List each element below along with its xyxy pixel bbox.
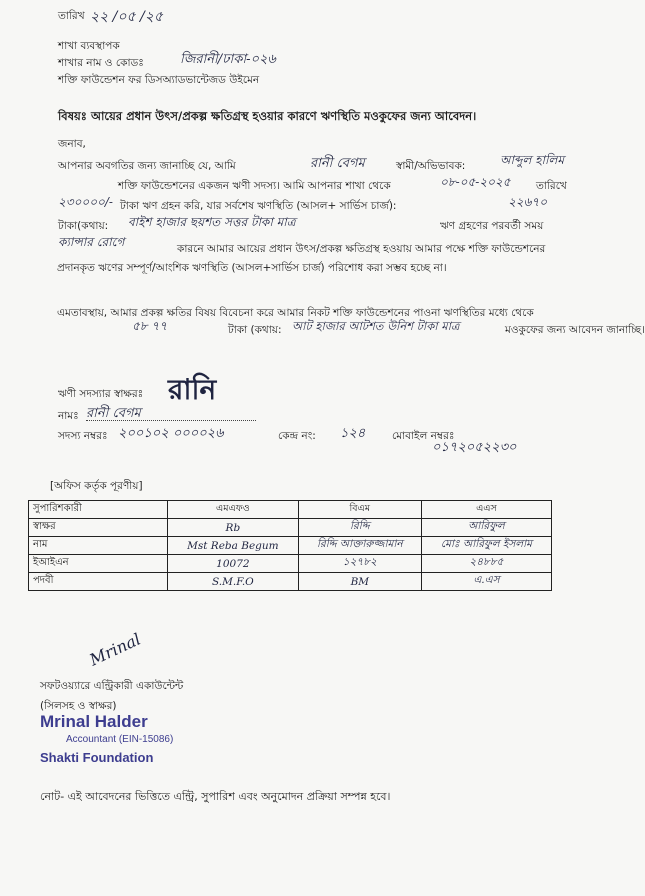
member-id-label: সদস্য নম্বরঃ: [58, 430, 108, 442]
member-name-label: নামঃ: [58, 410, 79, 422]
table-cell: Mst Reba Begum: [168, 537, 299, 555]
table-cell: রিদ্দি: [298, 519, 421, 537]
stamp-org: Shakti Foundation: [40, 750, 154, 765]
table-cell: BM: [298, 573, 421, 591]
accountant-signature: Mrinal: [86, 629, 144, 670]
branch-label: শাখার নাম ও কোডঃ: [58, 57, 144, 69]
branch-value: জিরানী/ঢাকা-০২৬: [180, 52, 276, 67]
table-cell: 10072: [168, 555, 299, 573]
para1-membership: শক্তি ফাউন্ডেশনের একজন ঋণী সদস্য। আমি আপনার শাখা থেকে: [118, 180, 391, 192]
member-signature-label: ঋণী সদস্যার স্বাক্ষরঃ: [58, 388, 144, 400]
row-label: পদবী: [29, 573, 168, 591]
table-cell: রিদ্দি আক্তারুজ্জামান: [298, 537, 421, 555]
row-label: ইআইএন: [29, 555, 168, 573]
table-row: [29, 573, 552, 591]
table-row: [29, 519, 552, 537]
table-cell: ২৪৮৮৫: [421, 555, 551, 573]
table-header-cell: এমএফও: [168, 501, 299, 519]
loan-date-handwritten: ০৮-০৫-২০২৫: [440, 175, 511, 189]
para1-loan-text: টাকা ঋণ গ্রহন করি, যার সর্বশেষ ঋণস্থিতি (আসল+ সার্ভিস চার্জ):: [120, 200, 397, 212]
salutation: জনাব,: [58, 138, 86, 150]
loan-amount-handwritten: ২৩০০০০/-: [58, 195, 113, 209]
para1-after-loan: ঋণ গ্রহণের পরবর্তী সময়: [440, 220, 544, 232]
waive-amount-handwritten: ৫৮ ৭৭: [132, 319, 167, 333]
table-cell: মোঃ আরিফুল ইসলাম: [421, 537, 551, 555]
mobile-value: ০১৭২০৫২২৩০: [432, 440, 517, 455]
para1-reason-text: কারনে আমার আয়ের প্রধান উৎস/প্রকল্প ক্ষতিগ্রস্থ হওয়ায় আমার পক্ষে শক্তি ফাউন্ডেশনের প্রদানকৃত ঋণের সম্পূর্ণ/আংশিক ঋণস্থিতি (আসল+সার্ভিস চার্জ) পরিশোধ করা সম্ভব হচ্ছে না।: [57, 243, 546, 274]
table-header-cell: সুপারিশকারী: [29, 501, 168, 519]
member-name-value: রানী বেগম: [86, 406, 141, 421]
member-signature: রানি: [168, 373, 217, 406]
accountant-seal-note: (সিলসহ ও স্বাক্ষর): [40, 700, 117, 712]
row-label: নাম: [29, 537, 168, 555]
table-header-cell: এএস: [421, 501, 551, 519]
guardian-name-handwritten: আব্দুল হালিম: [500, 153, 565, 167]
waive-words-handwritten: আট হাজার আটশত উনিশ টাকা মাত্র: [292, 319, 460, 333]
table-cell: Rb: [168, 519, 299, 537]
reason-handwritten: ক্যান্সার রোগে: [58, 235, 125, 249]
footer-note: নোট- এই আবেদনের ভিত্তিতে এন্ট্রি, সুপারিশ এবং অনুমোদন প্রক্রিয়া সম্পন্ন হবে।: [40, 790, 391, 803]
recipient-title: শাখা ব্যবস্থাপক: [58, 40, 120, 52]
table-cell: আরিফুল: [421, 519, 551, 537]
office-section-title: [অফিস কর্তৃক পূরণীয়]: [50, 480, 143, 492]
member-id-value: ২০০১০২ ০০০০২৬: [118, 426, 224, 441]
subject-line: বিষয়ঃ আয়ের প্রধান উৎস/প্রকল্প ক্ষতিগ্রস্থ হওয়ার কারণে ঋণস্থিতি মওকুফের জন্য আবেদন।: [58, 109, 477, 123]
table-header-cell: বিএম: [298, 501, 421, 519]
outstanding-words-handwritten: বাইশ হাজার ছয়শত সত্তর টাকা মাত্র: [128, 215, 296, 229]
table-row: [29, 537, 552, 555]
table-cell: এ.এস: [421, 573, 551, 591]
row-label: স্বাক্ষর: [29, 519, 168, 537]
outstanding-handwritten: ২২৬৭০: [508, 195, 548, 209]
date-suffix: তারিখে: [536, 180, 567, 192]
para2-request: এমতাবস্থায়, আমার প্রকল্প ক্ষতির বিষয় বিবেচনা করে আমার নিকট শক্তি ফাউন্ডেশনের পাওনা ঋণস্থিতির মধ্যে থেকে: [57, 307, 534, 319]
stamp-title: Accountant (EIN-15086): [66, 734, 174, 745]
guardian-label: স্বামী/অভিভাবক:: [396, 160, 466, 172]
date-value: ২২ /০৫ /২৫: [90, 9, 163, 25]
table-row: [29, 555, 552, 573]
date-label: তারিখ: [58, 10, 85, 22]
waive-in-words-label: টাকা (কথায়:: [228, 324, 282, 336]
office-table: [28, 500, 552, 591]
member-name-handwritten: রানী বেগম: [310, 156, 365, 171]
center-value: ১২৪: [340, 426, 366, 441]
table-cell: S.M.F.O: [168, 573, 299, 591]
org-name: শক্তি ফাউন্ডেশন ফর ডিসঅ্যাডভান্টেজড উইমেন: [58, 74, 260, 86]
center-label: কেন্দ্র নং:: [278, 430, 316, 442]
accountant-label: সফটওয়্যারে এন্ট্রিকারী একাউন্টেন্ট: [40, 680, 184, 692]
para2-closing: মওকুফের জন্য আবেদন জানাচ্ছি।: [505, 324, 645, 336]
table-header-row: [29, 501, 552, 519]
mobile-label: মোবাইল নম্বরঃ: [392, 430, 455, 442]
table-cell: ১২৭৮২: [298, 555, 421, 573]
in-words-label: টাকা(কথায়:: [58, 220, 109, 232]
name-dotted-line: [86, 420, 256, 421]
para1-intro: আপনার অবগতির জন্য জানাচ্ছি যে, আমি: [58, 160, 236, 172]
stamp-name: Mrinal Halder: [40, 712, 148, 731]
